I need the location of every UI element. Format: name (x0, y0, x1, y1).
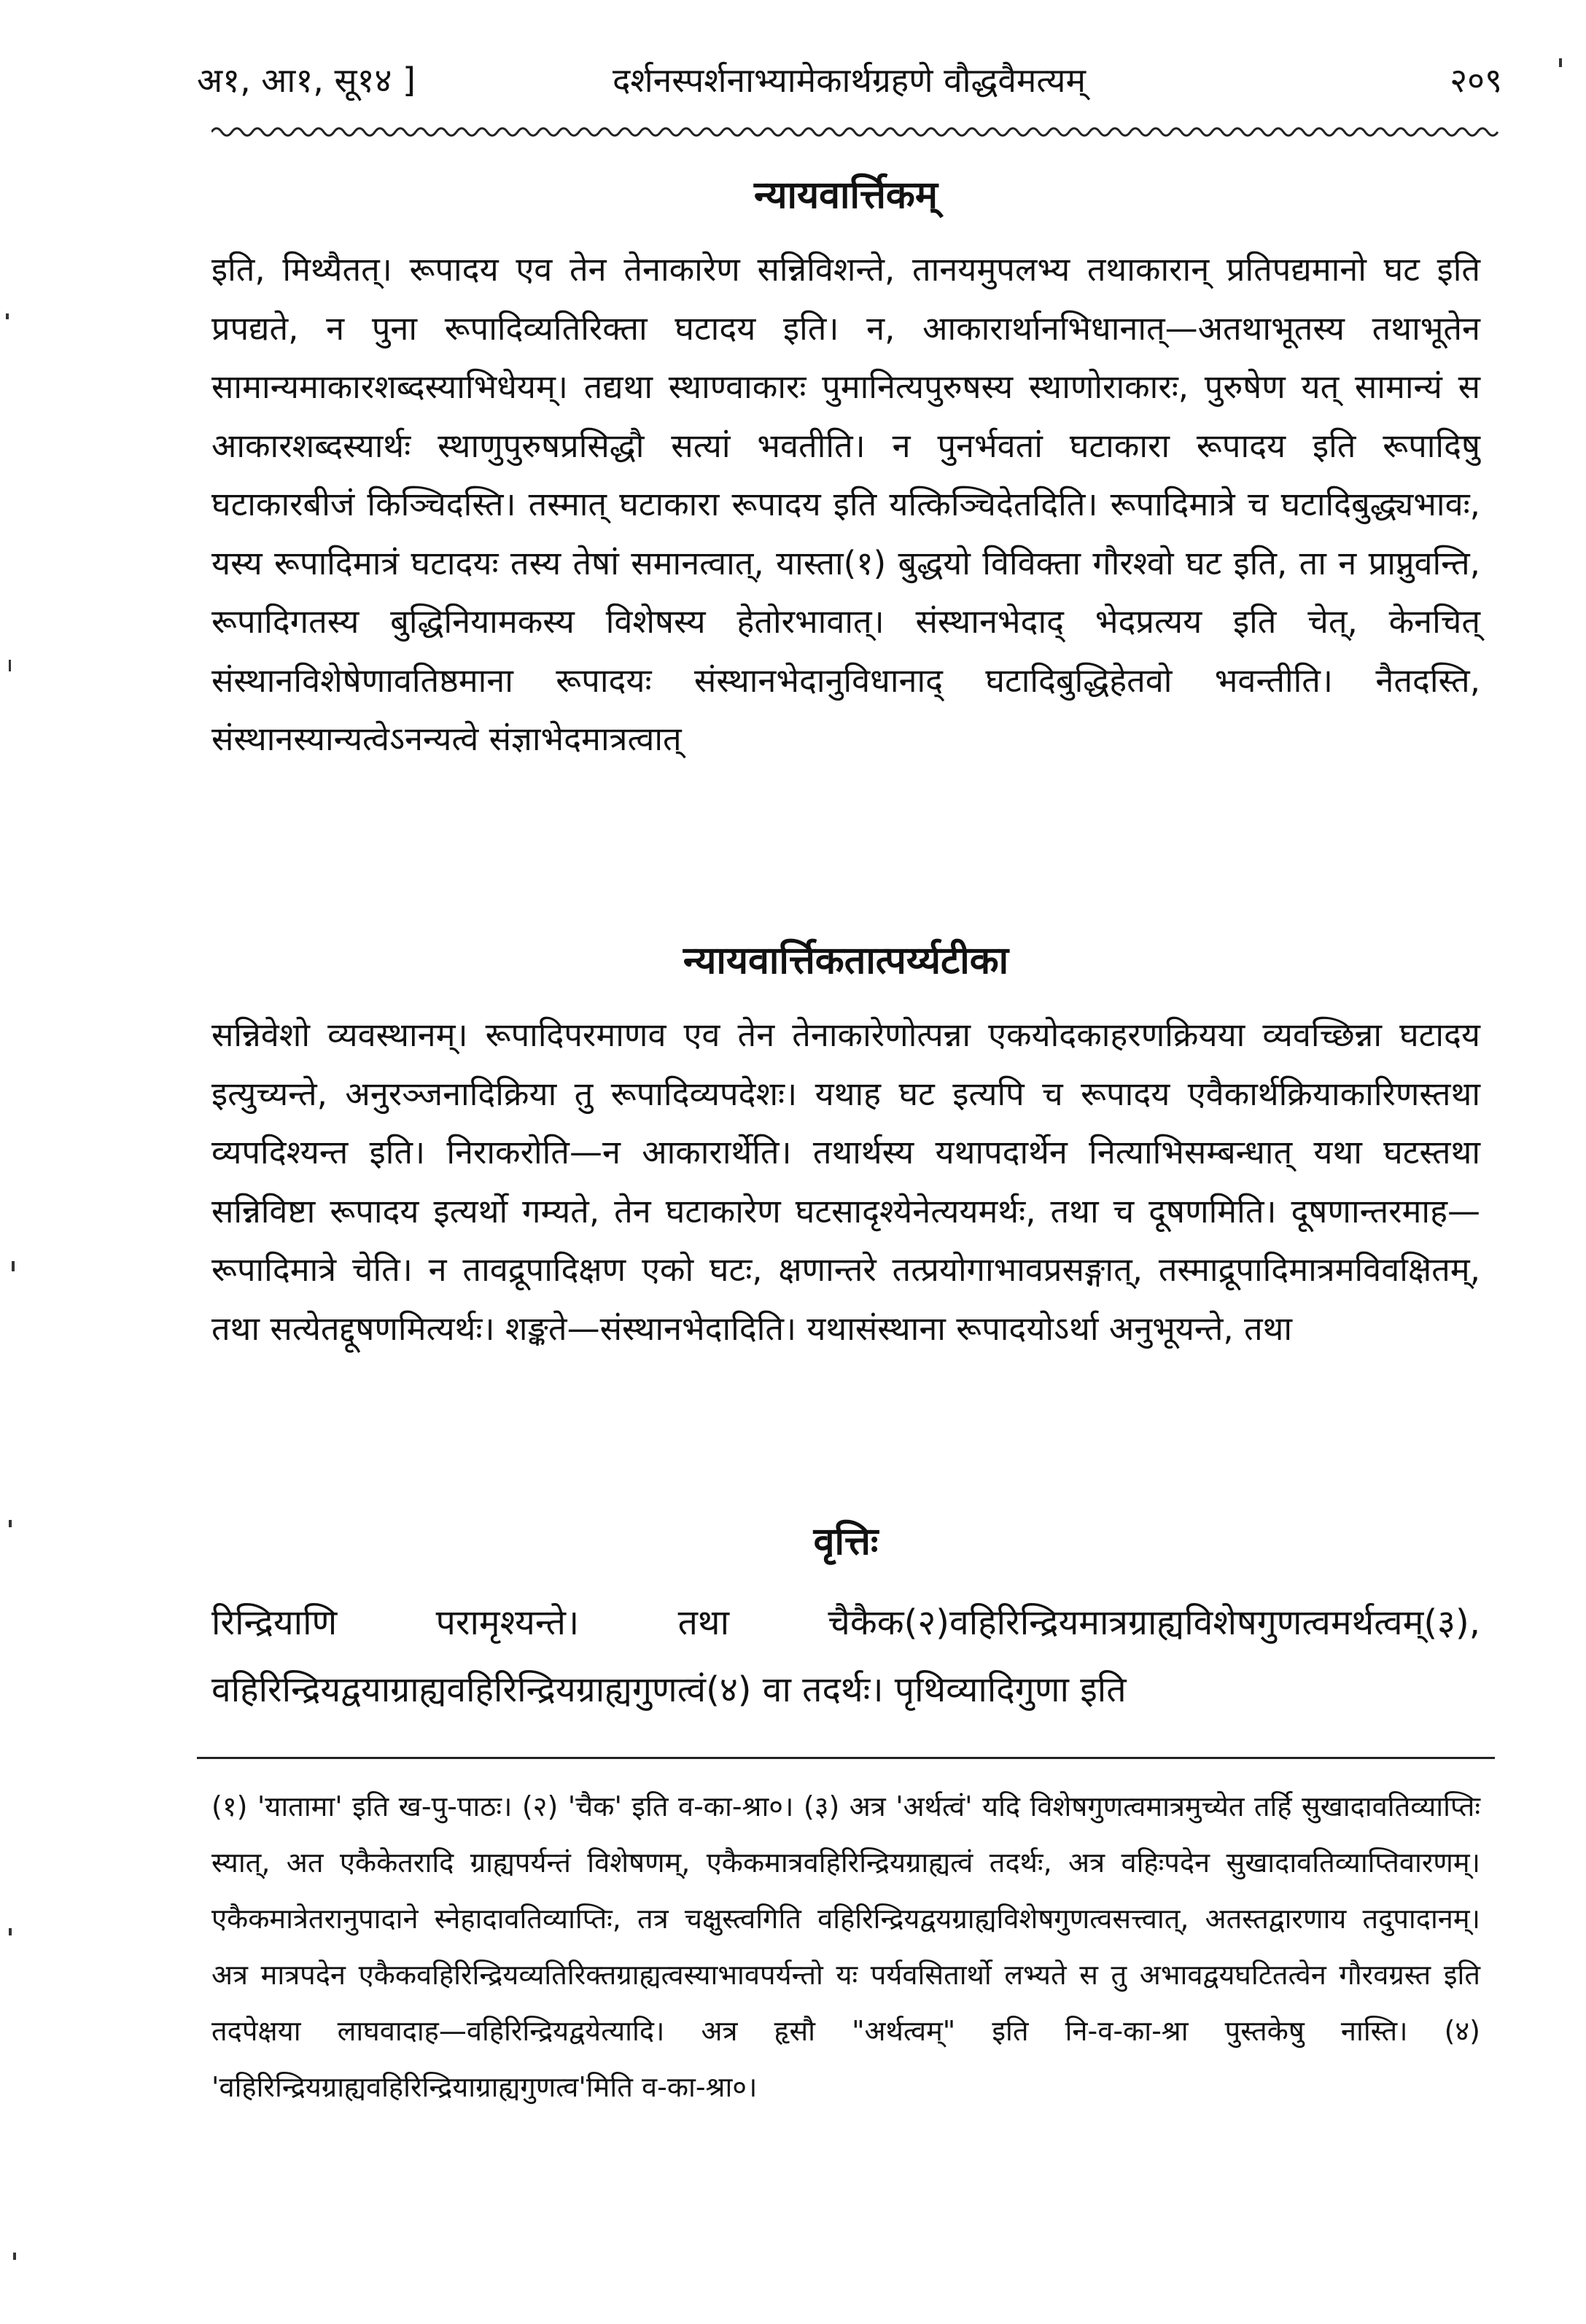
tika-text: सन्निवेशो व्यवस्थानम्। रूपादिपरमाणव एव तेन तेनाकारेणोत्पन्ना एकयोदकाहरणक्रियया व्यवच्छिन्ना घटादय इत्युच्यन्ते, अनुरञ्जनादिक्रिया तु रूपादिव्यपदेशः। यथाह घट इत्यपि च रूपादय एवैकार्थक्रियाकारिणस्तथा व्यपदिश्यन्त इति। निराकरोति—न आकारार्थेति। तथार्थस्य यथापदार्थेन नित्याभिसम्बन्धात् यथा घटस्तथा सन्निविष्टा रूपादय इत्यर्थो गम्यते, तेन घटाकारेण घटसादृश्येनेत्ययमर्थः, तथा च दूषणमिति। दूषणान्तरमाह—रूपादिमात्रे चेति। न तावद्रूपादिक्षण एको घटः, क्षणान्तरे तत्प्रयोगाभावप्रसङ्गात्, तस्माद्रूपादिमात्रमविवक्षितम्, तथा सत्येतद्दूषणमित्यर्थः। शङ्कते—संस्थानभेदादिति। यथासंस्थाना रूपादयोऽर्था अनुभूयन्ते, तथा (211, 1015, 1480, 1348)
footnotes: (१) 'यातामा' इति ख-पु-पाठः। (२) 'चैक' इति व-का-श्रा०। (३) अत्र 'अर्थत्वं' यदि विशेषगुणत्वमात्रमुच्येत तर्हि सुखादावतिव्याप्तिः स्यात्, अत एकैकेतरादि ग्राह्यपर्यन्तं विशेषणम्, एकैकमात्रवहिरिन्द्रियग्राह्यत्वं तदर्थः, अत्र वहिःपदेन सुखादावतिव्याप्तिवारणम्। एकैकमात्रेतरानुपादाने स्नेहादावतिव्याप्तिः, तत्र चक्षुस्त्वगिति वहिरिन्द्रियद्वयग्राह्यविशेषगुणत्वसत्त्वात्, अतस्तद्वारणाय तदुपादानम्। अत्र मात्रपदेन एकैकवहिरिन्द्रियव्यतिरिक्तग्राह्यत्वस्याभावपर्यन्तो यः पर्यवसितार्थो लभ्यते स तु अभावद्वयघटितत्वेन गौरवग्रस्त इति तदपेक्षया लाघवादाह—वहिरिन्द्रियद्वयेत्यादि। अत्र हृसौ "अर्थत्वम्" इति नि-व-का-श्रा पुस्तकेषु नास्ति। (४) 'वहिरिन्द्रियग्राह्यवहिरिन्द्रियाग्राह्यगुणत्व'मिति व-का-श्रा०। (211, 1790, 1480, 2103)
page-number: २०९ (1450, 61, 1502, 100)
footnote-divider (197, 1757, 1495, 1759)
margin-speck (12, 1261, 15, 1271)
running-head-reference: अ१, आ१, सू१४ ] (197, 61, 416, 100)
margin-speck (1559, 58, 1562, 67)
wavy-rule (211, 122, 1502, 141)
vritti-text: रिन्द्रियाणि परामृश्यन्ते। तथा चैकैक(२)वहिरिन्द्रियमात्रग्राह्यविशेषगुणत्वमर्थत्वम्(३), वहिरिन्द्रियद्वयाग्राह्यवहिरिन्द्रियग्राह्यगुणत्वं(४) वा तदर्थः। पृथिव्यादिगुणा इति (211, 1602, 1480, 1710)
margin-speck (9, 660, 11, 671)
margin-speck (13, 2253, 16, 2260)
vritti-heading: वृत्तिः (813, 1520, 879, 1564)
vartika-heading: न्यायवार्त्तिकम् (754, 173, 938, 217)
running-head-title: दर्शनस्पर्शनाभ्यामेकार्थग्रहणे वौद्धवैमत्यम् (613, 61, 1086, 100)
running-head (197, 44, 1502, 117)
tika-heading: न्यायवार्त्तिकतात्पर्य्यटीका (683, 939, 1009, 983)
vartika-text: इति, मिथ्यैतत्। रूपादय एव तेन तेनाकारेण सन्निविशन्ते, तानयमुपलभ्य तथाकारान् प्रतिपद्यमानो घट इति प्रपद्यते, न पुना रूपादिव्यतिरिक्ता घटादय इति। न, आकारार्थानभिधानात्—अतथाभूतस्य तथाभूतेन सामान्यमाकारशब्दस्याभिधेयम्। तद्यथा स्थाण्वाकारः पुमानित्यपुरुषस्य स्थाणोराकारः, पुरुषेण यत् सामान्यं स आकारशब्दस्यार्थः स्थाणुपुरुषप्रसिद्धौ सत्यां भवतीति। न पुनर्भवतां घटाकारा रूपादय इति रूपादिषु घटाकारबीजं किञ्चिदस्ति। तस्मात् घटाकारा रूपादय इति यत्किञ्चिदेतदिति। रूपादिमात्रे च घटादिबुद्ध्यभावः, यस्य रूपादिमात्रं घटादयः तस्य तेषां समानत्वात्, यास्ता(१) बुद्धयो विविक्ता गौरश्वो घट इति, ता न प्राप्नुवन्ति, रूपादिगतस्य बुद्धिनियामकस्य विशेषस्य हेतोरभावात्। संस्थानभेदाद् भेदप्रत्यय इति चेत्, केनचित् संस्थानविशेषेणावतिष्ठमाना रूपादयः संस्थानभेदानुविधानाद् घटादिबुद्धिहेतवो भवन्तीति। नैतदस्ति, संस्थानस्यान्यत्वेऽनन्यत्वे संज्ञाभेदमात्रत्वात् (211, 250, 1480, 758)
margin-speck (9, 1928, 12, 1935)
margin-speck (6, 313, 9, 319)
margin-speck (9, 1520, 12, 1527)
